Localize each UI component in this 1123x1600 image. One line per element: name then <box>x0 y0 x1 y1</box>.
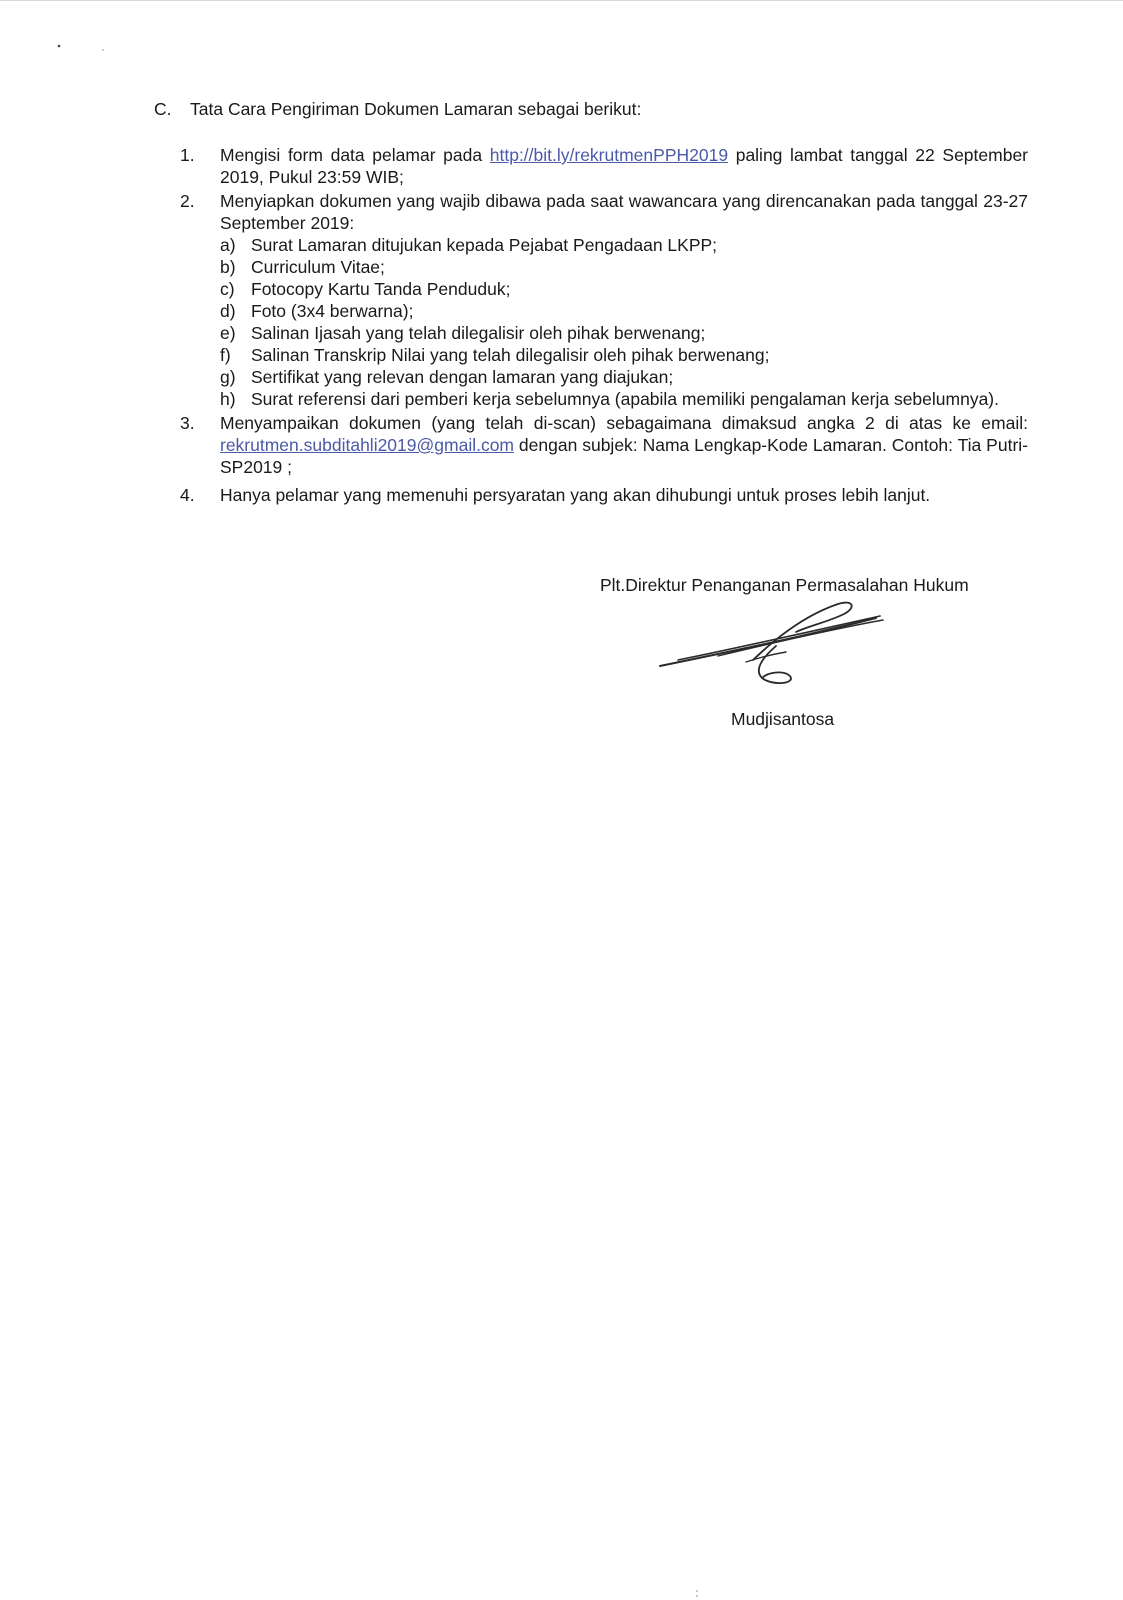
step-text-part: Mengisi form data pelamar pada <box>220 145 490 165</box>
step-number: 4. <box>180 485 195 505</box>
page-edge <box>0 0 1123 1</box>
step-item <box>180 144 1028 188</box>
list-item-text: Surat referensi dari pemberi kerja sebelumnya (apabila memiliki pengalaman kerja sebelumnya). <box>251 389 999 409</box>
list-item-text: Salinan Ijasah yang telah dilegalisir oleh pihak berwenang; <box>251 323 706 343</box>
step-text <box>220 412 1028 478</box>
step-item <box>180 484 1028 506</box>
handwritten-signature <box>658 596 898 696</box>
list-item-text: Curriculum Vitae; <box>251 257 385 277</box>
step-item <box>180 412 1028 478</box>
step-text <box>220 144 1028 188</box>
step-number: 3. <box>180 413 195 433</box>
list-item-text: Sertifikat yang relevan dengan lamaran yang diajukan; <box>251 367 674 387</box>
signatory-title: Plt.Direktur Penanganan Permasalahan Hukum <box>600 575 969 595</box>
list-item-letter: g) <box>220 367 236 387</box>
list-item <box>220 234 1028 256</box>
step-text-part: Menyampaikan dokumen (yang telah di-scan) sebagaimana dimaksud angka 2 di atas ke email: <box>220 413 1028 433</box>
list-item-text: Fotocopy Kartu Tanda Penduduk; <box>251 279 511 299</box>
email-link[interactable]: rekrutmen.subditahli2019@gmail.com <box>220 435 515 455</box>
steps-list <box>180 144 1028 508</box>
list-item <box>220 388 1028 410</box>
list-item-letter: b) <box>220 257 236 277</box>
list-item <box>220 366 1028 388</box>
section-title: Tata Cara Pengiriman Dokumen Lamaran sebagai berikut: <box>190 99 642 119</box>
step-text-part: dengan subjek: Nama Lengkap-Kode Lamaran. Contoh: Tia Putri-SP2019 ; <box>220 435 1028 477</box>
list-item <box>220 278 1028 300</box>
list-item-letter: f) <box>220 345 231 365</box>
step-number: 2. <box>180 191 195 211</box>
step-text: Hanya pelamar yang memenuhi persyaratan yang akan dihubungi untuk proses lebih lanjut. <box>220 485 931 505</box>
list-item-text: Surat Lamaran ditujukan kepada Pejabat Pengadaan LKPP; <box>251 235 718 255</box>
list-item <box>220 344 1028 366</box>
list-item-letter: a) <box>220 235 236 255</box>
step-text: Menyiapkan dokumen yang wajib dibawa pada saat wawancara yang direncanakan pada tanggal 23-27 September 2019: <box>220 191 1028 233</box>
list-item-letter: e) <box>220 323 236 343</box>
form-link[interactable]: http://bit.ly/rekrutmenPPH2019 <box>489 145 729 165</box>
list-item-letter: d) <box>220 301 236 321</box>
section-letter: C. <box>154 99 172 119</box>
list-item <box>220 300 1028 322</box>
list-item <box>220 322 1028 344</box>
document-list <box>220 234 1028 410</box>
signatory-name: Mudjisantosa <box>731 709 835 729</box>
list-item-text: Foto (3x4 berwarna); <box>251 301 414 321</box>
step-text-part: paling lambat tanggal 22 September 2019, Pukul 23:59 WIB; <box>220 145 1029 187</box>
list-item <box>220 256 1028 278</box>
list-item-text: Salinan Transkrip Nilai yang telah dilegalisir oleh pihak berwenang; <box>251 345 770 365</box>
step-item <box>180 190 1028 410</box>
step-number: 1. <box>180 145 195 165</box>
list-item-letter: c) <box>220 279 235 299</box>
list-item-letter: h) <box>220 389 236 409</box>
